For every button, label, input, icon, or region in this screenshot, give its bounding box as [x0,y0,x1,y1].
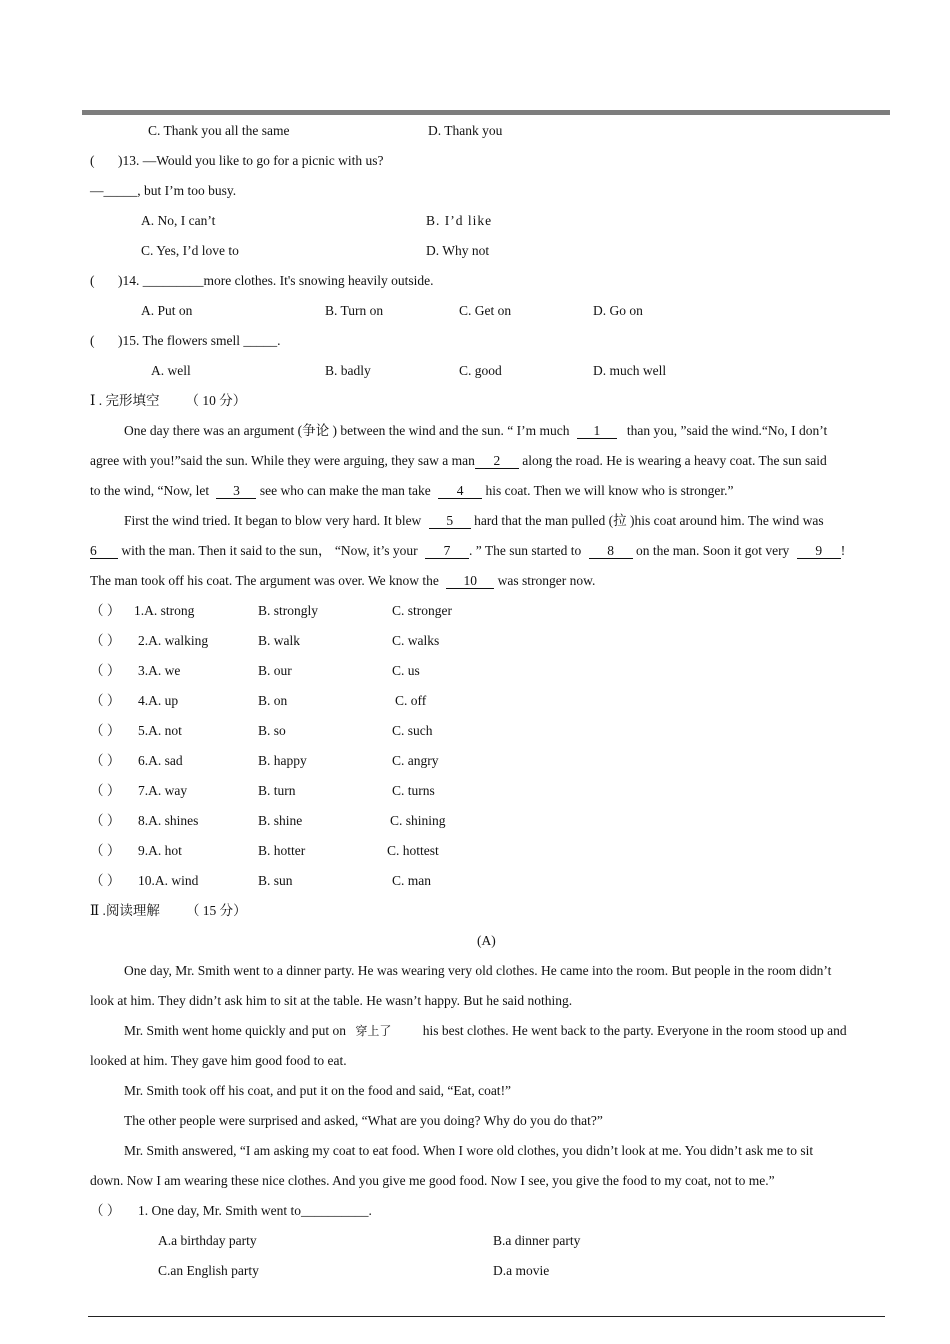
cloze-option-a-text: A. walking [148,633,209,648]
cloze-text: to the wind, “Now, let [90,483,210,498]
cloze-option-paren: （ ） [90,693,121,708]
section-cloze-heading [90,392,246,410]
q15-option-b: B. badly [325,363,371,378]
cloze-text: see who can make the man take [259,483,431,498]
cloze-blank-4: 4 [438,484,482,499]
q14-option-d: D. Go on [593,303,643,318]
q14-blank: _________ [142,273,204,288]
cloze-p1-line1 [90,422,887,440]
cloze-option-a [138,692,178,710]
cloze-option-number: 4. [138,693,149,708]
cloze-option-number: 8. [138,813,149,828]
passage-a-p2-line1 [90,1022,887,1040]
section-cloze-score: （ 10 分） [185,393,247,408]
q15-option-c: C. good [459,363,502,378]
q14-option-a: A. Put on [141,303,193,318]
passage-a-label: (A) [477,933,496,948]
q13-option-c: C. Yes, I’d love to [141,243,239,258]
passage-text: Mr. Smith went home quickly and put on [124,1023,346,1038]
bottom-rule [88,1316,885,1317]
cloze-option-b: B. happy [258,753,307,768]
section-cloze-title: 完形填空 [105,393,160,408]
q15-stem-text: 15. The flowers smell _____. [122,333,281,348]
passage-a-p5-line2: down. Now I am wearing these nice clothes. And you give me good food. Now I see, you give the food to my coat, not to me.” [90,1173,775,1188]
cloze-p1-line3 [90,482,887,500]
q14-option-c: C. Get on [459,303,512,318]
cloze-option-a-text: A. wind [154,873,199,888]
cloze-text: along the road. He is wearing a heavy coat. The sun said [522,453,827,468]
cloze-text: . ” The sun started to [468,543,582,558]
cloze-option-number: 9. [138,843,149,858]
cloze-option-a [138,632,208,650]
section-reading-numeral: Ⅱ . [90,903,106,918]
cloze-option-c: C. such [392,723,433,738]
section-reading-title: 阅读理解 [105,903,160,918]
cloze-option-a [138,752,183,770]
cloze-option-b: B. on [258,693,288,708]
cloze-text: was stronger now. [497,573,596,588]
cloze-option-number: 6. [138,753,149,768]
reading-q1-option-b: B.a dinner party [493,1233,581,1248]
cloze-blank-1: 1 [577,424,617,439]
cloze-option-c: C. walks [392,633,440,648]
passage-a-p2-line2: looked at him. They gave him good food to eat. [90,1053,347,1068]
cloze-option-c: C. stronger [392,603,452,618]
passage-a-p4: The other people were surprised and asked, “What are you doing? Why do you do that?” [124,1113,603,1128]
cloze-blank-6: 6 [90,544,118,559]
cloze-option-a-text: A. we [148,663,181,678]
cloze-option-b: B. strongly [258,603,319,618]
passage-a-p1-line2: look at him. They didn’t ask him to sit at the table. He wasn’t happy. But he said nothing. [90,993,573,1008]
q14-stem [118,272,434,290]
q15-stem [118,332,280,350]
cloze-text: agree with you!”said the sun. While they were arguing, they saw a man [90,453,475,468]
cloze-text: his coat. Then we will know who is stronger.” [485,483,734,498]
cloze-option-a [134,602,194,620]
cloze-text: ! [840,543,846,558]
cloze-option-a-text: A. shines [148,813,199,828]
cloze-option-b: B. turn [258,783,296,798]
q13-paren-open: ( [90,153,95,168]
cloze-option-paren: （ ） [90,873,121,888]
cloze-option-a-text: A. hot [148,843,182,858]
cloze-option-number: 7. [138,783,149,798]
cloze-blank-8: 8 [589,544,633,559]
cloze-option-a-text: A. strong [144,603,195,618]
cloze-option-paren: （ ） [90,843,121,858]
q13-option-b: B. I’d like [426,213,493,228]
reading-q1-option-d: D.a movie [493,1263,550,1278]
q14-paren-close: ) [118,273,123,288]
passage-a-p1-line1: One day, Mr. Smith went to a dinner party. He was wearing very old clothes. He came into the room. But people in the room didn’t [124,963,832,978]
reading-q1-stem: 1. One day, Mr. Smith went to__________. [138,1203,372,1218]
q15-paren-open: ( [90,333,95,348]
q13-reply-blank: _____ [103,183,138,198]
q13-paren-close: ) [118,153,123,168]
cloze-option-b: B. shine [258,813,303,828]
q13-reply-dash: — [90,183,104,198]
cloze-option-paren: （ ） [90,813,121,828]
cloze-option-number: 10. [138,873,155,888]
cloze-p1-line2 [90,452,887,470]
cloze-option-a [138,812,198,830]
passage-a-p3: Mr. Smith took off his coat, and put it on the food and said, “Eat, coat!” [124,1083,512,1098]
cloze-option-number: 1. [134,603,145,618]
q13-reply-rest: , but I’m too busy. [137,183,237,198]
q12-option-c: C. Thank you all the same [148,123,290,138]
cloze-option-paren: （ ） [90,723,121,738]
cloze-option-c: C. shining [390,813,446,828]
q13-option-d: D. Why not [426,243,490,258]
q15-option-d: D. much well [593,363,667,378]
cloze-blank-9: 9 [797,544,841,559]
cloze-text: hard that the man pulled (拉 )his coat around him. The wind was [474,513,824,528]
q15-paren-close: ) [118,333,123,348]
top-rule [82,110,890,115]
cloze-option-c: C. off [395,693,427,708]
cloze-text: First the wind tried. It began to blow very hard. It blew [124,513,422,528]
passage-a-p5-line1: Mr. Smith answered, “I am asking my coat to eat food. When I wore old clothes, you didn’t look at me. You didn’t ask me to sit [124,1143,814,1158]
cloze-p2-line3 [90,572,887,590]
cloze-option-paren: （ ） [90,783,121,798]
q13-stem-text: 13. —Would you like to go for a picnic with us? [122,153,384,168]
cloze-blank-5: 5 [429,514,471,529]
cloze-option-a-text: A. way [148,783,188,798]
q15-option-a: A. well [151,363,191,378]
q13-option-a: A. No, I can’t [141,213,216,228]
cloze-p2-line1 [90,512,887,530]
passage-gloss: 穿上了 [355,1024,392,1038]
cloze-option-b: B. walk [258,633,300,648]
q14-number: 14. [122,273,143,288]
cloze-option-b: B. so [258,723,286,738]
cloze-option-c: C. hottest [387,843,439,858]
cloze-option-number: 2. [138,633,149,648]
cloze-option-c: C. us [392,663,420,678]
cloze-option-b: B. our [258,663,292,678]
reading-q1-option-c: C.an English party [158,1263,259,1278]
cloze-text: with the man. Then it said to the sun， “Now, it’s your [121,543,418,558]
cloze-blank-2: 2 [475,454,519,469]
q14-paren-open: ( [90,273,95,288]
cloze-option-a [138,662,180,680]
cloze-option-c: C. angry [392,753,439,768]
cloze-text: One day there was an argument (争论 ) between the wind and the sun. “ I’m much [124,423,570,438]
passage-text: his best clothes. He went back to the party. Everyone in the room stood up and [422,1023,847,1038]
cloze-option-a-text: A. up [148,693,179,708]
cloze-option-a [138,722,182,740]
q14-option-b: B. Turn on [325,303,384,318]
cloze-option-a [138,872,198,890]
cloze-p2-line2 [90,542,887,560]
reading-q1-option-a: A.a birthday party [158,1233,257,1248]
cloze-blank-10: 10 [446,574,494,589]
cloze-blank-3: 3 [216,484,256,499]
cloze-option-number: 5. [138,723,149,738]
q12-option-d: D. Thank you [428,123,503,138]
cloze-option-b: B. hotter [258,843,306,858]
q13-stem [118,152,384,170]
cloze-option-paren: （ ） [90,663,121,678]
cloze-text: than you, ”said the wind.“No, I don’t [626,423,828,438]
cloze-option-paren: （ ） [90,633,121,648]
cloze-option-a-text: A. not [148,723,182,738]
section-reading-heading [90,902,247,920]
cloze-text: The man took off his coat. The argument was over. We know the [90,573,439,588]
cloze-option-c: C. man [392,873,431,888]
cloze-option-c: C. turns [392,783,435,798]
cloze-option-a-text: A. sad [148,753,183,768]
cloze-blank-7: 7 [425,544,469,559]
section-cloze-numeral: Ⅰ . [90,393,106,408]
cloze-text: on the man. Soon it got very [635,543,790,558]
cloze-option-paren: （ ） [90,603,121,618]
cloze-option-paren: （ ） [90,753,121,768]
cloze-option-b: B. sun [258,873,293,888]
reading-q1-paren: （ ） [90,1203,121,1218]
q14-stem-text: more clothes. It's snowing heavily outside. [203,273,434,288]
q13-reply [90,182,236,200]
section-reading-score: （ 15 分） [185,903,247,918]
cloze-option-number: 3. [138,663,149,678]
cloze-option-a [138,782,187,800]
cloze-option-a [138,842,182,860]
